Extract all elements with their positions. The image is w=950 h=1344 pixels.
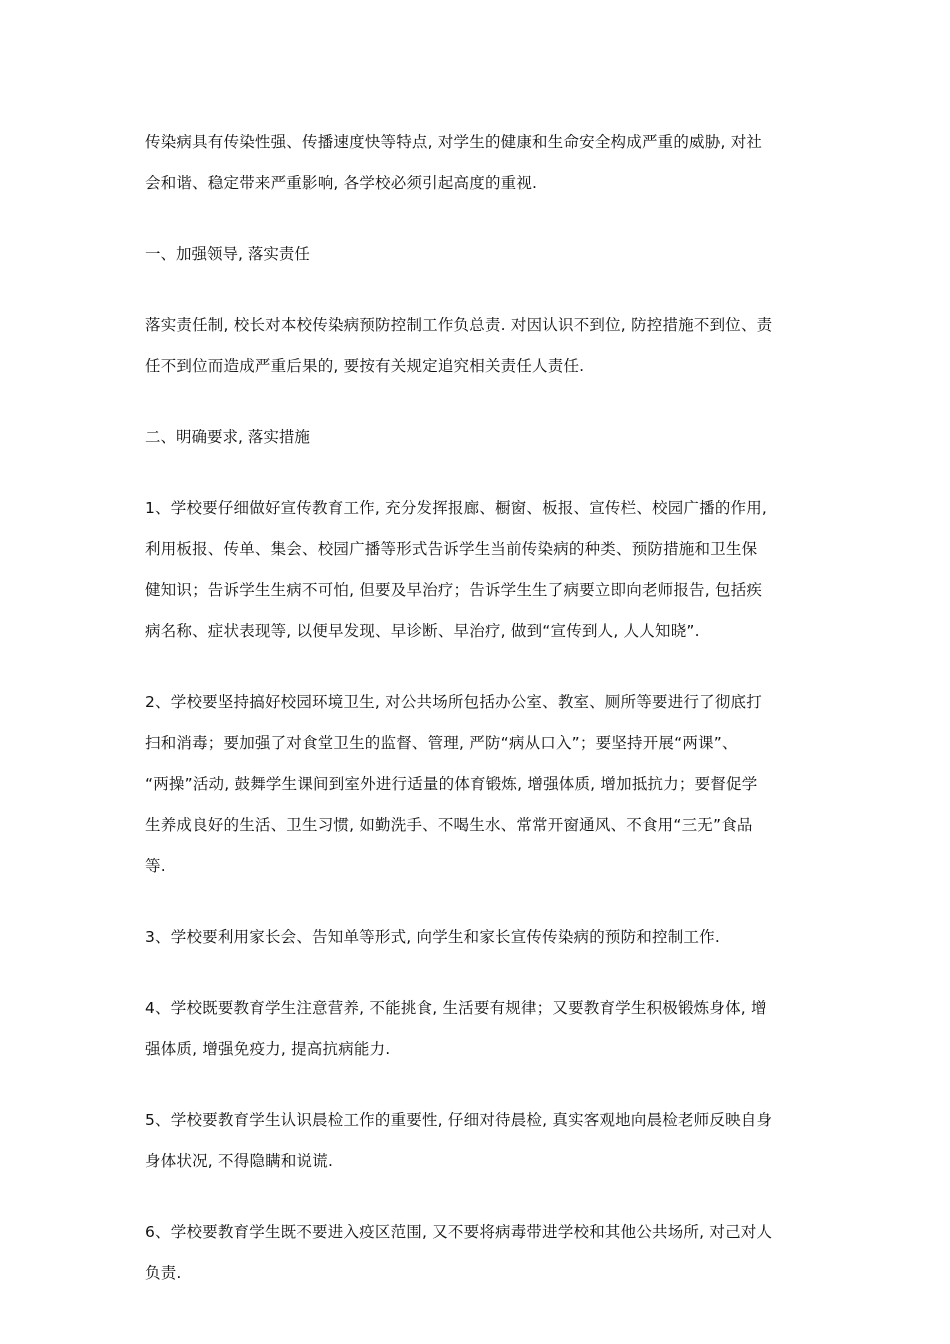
item6-paragraph [145, 1212, 810, 1294]
section2-heading: 二、明确要求, 落实措施 [145, 428, 310, 446]
item6-line-2: 负责. [145, 1264, 182, 1282]
item3-paragraph [145, 917, 810, 958]
section1-paragraph [145, 305, 810, 387]
item2-line-2: 扫和消毒；要加强了对食堂卫生的监督、管理, 严防“病从口入”；要坚持开展“两课”、 [145, 734, 738, 752]
intro-line-2: 会和谐、稳定带来严重影响, 各学校必须引起高度的重视. [145, 174, 538, 192]
item2-line-3: “两操”活动, 鼓舞学生课间到室外进行适量的体育锻炼, 增强体质, 增加抵抗力；要督促学 [145, 775, 758, 793]
item1-paragraph [145, 488, 810, 652]
item1-line-4: 病名称、症状表现等, 以便早发现、早诊断、早治疗, 做到“宣传到人, 人人知晓”. [145, 622, 700, 640]
item5-line-2: 身体状况, 不得隐瞒和说谎. [145, 1152, 334, 1170]
item1-line-1: 1、学校要仔细做好宣传教育工作, 充分发挥报廊、橱窗、板报、宣传栏、校园广播的作用, [145, 499, 768, 517]
intro-line-1: 传染病具有传染性强、传播速度快等特点, 对学生的健康和生命安全构成严重的威胁, 对社 [145, 133, 763, 151]
item5-paragraph [145, 1100, 810, 1182]
item4-line-1: 4、学校既要教育学生注意营养, 不能挑食, 生活要有规律；又要教育学生积极锻炼身体, 增 [145, 999, 767, 1017]
item3-line-1: 3、学校要利用家长会、告知单等形式, 向学生和家长宣传传染病的预防和控制工作. [145, 928, 720, 946]
item6-line-1: 6、学校要教育学生既不要进入疫区范围, 又不要将病毒带进学校和其他公共场所, 对己对人 [145, 1223, 773, 1241]
item5-line-1: 5、学校要教育学生认识晨检工作的重要性, 仔细对待晨检, 真实客观地向晨检老师反映自身 [145, 1111, 773, 1129]
item1-line-3: 健知识；告诉学生生病不可怕, 但要及早治疗；告诉学生生了病要立即向老师报告, 包括疾 [145, 581, 763, 599]
item4-line-2: 强体质, 增强免疫力, 提高抗病能力. [145, 1040, 391, 1058]
intro-paragraph [145, 122, 810, 204]
document-body [145, 122, 810, 1294]
item2-paragraph [145, 682, 810, 887]
section1-line-1: 落实责任制, 校长对本校传染病预防控制工作负总责. 对因认识不到位, 防控措施不到位、责 [145, 316, 773, 334]
item4-paragraph [145, 988, 810, 1070]
section1-line-2: 任不到位而造成严重后果的, 要按有关规定追究相关责任人责任. [145, 357, 585, 375]
section1-heading: 一、加强领导, 落实责任 [145, 245, 310, 263]
item1-line-2: 利用板报、传单、集会、校园广播等形式告诉学生当前传染病的种类、预防措施和卫生保 [145, 540, 758, 558]
item2-line-1: 2、学校要坚持搞好校园环境卫生, 对公共场所包括办公室、教室、厕所等要进行了彻底打 [145, 693, 762, 711]
item2-line-4: 生养成良好的生活、卫生习惯, 如勤洗手、不喝生水、常常开窗通风、不食用“三无”食品 [145, 816, 753, 834]
item2-line-5: 等. [145, 857, 166, 875]
